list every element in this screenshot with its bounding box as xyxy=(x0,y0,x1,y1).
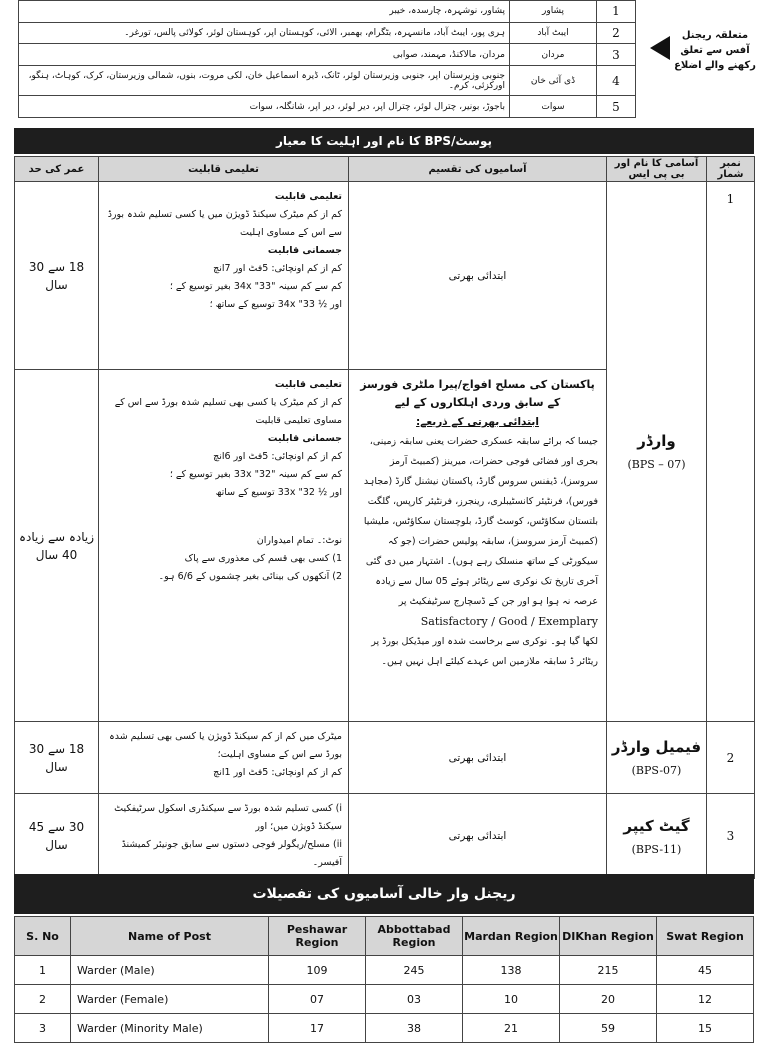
phys-line: اور ½ 34x "33 توسیع کے ساتھ ؛ xyxy=(209,299,342,310)
region-districts: پشاور، نوشہرہ، چارسدہ، خیبر xyxy=(19,1,510,23)
posts-table xyxy=(14,156,754,868)
dist-text: لکھا گیا ہو۔ نوکری سے برخاست شدہ اور میڈیکل بورڈ پر ریٹائر ڈ سابقہ ملازمین اس عہدے کیلئے اہل نہیں ہیں۔ xyxy=(371,636,598,667)
dist-heading: پاکستان کی مسلح افواج/پیرا ملٹری فورسز کے سابق وردی اہلکاروں کے لیے xyxy=(360,378,595,409)
phys-line: کم سے کم سینہ "34x "33 بغیر توسیع کے ؛ xyxy=(169,281,342,292)
vacancy-cell-mardan: 138 xyxy=(463,956,560,985)
table-row xyxy=(15,956,754,985)
serial-no: 1 xyxy=(707,182,755,722)
region-no: 2 xyxy=(597,22,636,44)
vacancies-banner: ریجنل وار خالی آسامیوں کی تفصیلات xyxy=(14,874,754,914)
vacancy-cell-peshawar: 17 xyxy=(269,1014,366,1043)
table-row xyxy=(15,722,755,794)
vacancy-cell-post: Warder (Minority Male) xyxy=(71,1014,269,1043)
post-bps: (BPS-11) xyxy=(631,842,682,856)
phys-line: کم از کم اونچائی: 5فٹ اور 7انچ xyxy=(213,263,342,274)
left-arrow-icon xyxy=(650,36,670,60)
vacancy-cell-dikhan: 20 xyxy=(560,985,657,1014)
qualification-cell xyxy=(99,794,349,879)
vacancy-cell-dikhan: 215 xyxy=(560,956,657,985)
vacancy-cell-peshawar: 109 xyxy=(269,956,366,985)
qualification-cell xyxy=(99,722,349,794)
age-cell: زیادہ سے زیادہ 40 سال xyxy=(15,370,99,722)
vacancy-cell-post: Warder (Female) xyxy=(71,985,269,1014)
header-age: عمر کی حد xyxy=(15,157,99,182)
edu-text: کم از کم میٹرک یا کسی بھی تسلیم شدہ بورڈ سے اس کے مساوی تعلیمی قابلیت xyxy=(114,397,342,426)
table-row xyxy=(19,1,636,23)
vacancy-cell-sno: 2 xyxy=(15,985,71,1014)
vacancy-cell-abbottabad: 38 xyxy=(366,1014,463,1043)
post-name: گیٹ کیپر xyxy=(623,816,690,835)
header-distribution: آسامیوں کی تقسیم xyxy=(349,157,607,182)
distribution-cell: ابتدائی بھرتی xyxy=(349,722,607,794)
vacancies-header-cell: Name of Post xyxy=(71,917,269,956)
distribution-cell: ابتدائی بھرتی xyxy=(349,182,607,370)
phys-line: اور ½ 33x "32 توسیع کے ساتھ xyxy=(215,487,342,498)
table-row xyxy=(19,44,636,66)
note-line: نوٹ:۔ تمام امیدواران xyxy=(256,535,342,546)
regions-table xyxy=(18,0,636,118)
vacancy-cell-sno: 1 xyxy=(15,956,71,985)
edu-heading: تعلیمی قابلیت xyxy=(274,191,342,202)
age-cell: 30 سے 45 سال xyxy=(15,794,99,879)
region-name: ڈی آئی خان xyxy=(510,65,597,95)
post-name: وارڈر xyxy=(637,432,676,450)
qualification-cell xyxy=(99,182,349,370)
region-districts: جنوبی وزیرستان اپر، جنوبی وزیرستان لوئر، ٹانک، ڈیرہ اسماعیل خان، لکی مروت، بنوں، شمالی وزیرستان، کرک، کوہاٹ، ہنگو، اورکزئی، کرم۔ xyxy=(19,65,510,95)
vacancy-cell-dikhan: 59 xyxy=(560,1014,657,1043)
posts-header-row xyxy=(15,157,755,182)
table-row xyxy=(15,794,755,879)
vacancy-cell-mardan: 10 xyxy=(463,985,560,1014)
header-no: نمبر شمار xyxy=(707,157,755,182)
edu-heading: تعلیمی قابلیت xyxy=(274,379,342,390)
edu-text: میٹرک میں کم از کم سیکنڈ ڈویژن یا کسی بھی تسلیم شدہ بورڈ سے اس کے مساوی اہلیت؛ xyxy=(109,731,342,760)
header-qualification: تعلیمی قابلیت xyxy=(99,157,349,182)
vacancy-cell-swat: 45 xyxy=(657,956,754,985)
qualification-cell xyxy=(99,370,349,722)
region-name: سوات xyxy=(510,96,597,118)
post-cell xyxy=(607,182,707,722)
region-name: مردان xyxy=(510,44,597,66)
distribution-cell: ابتدائی بھرتی xyxy=(349,794,607,879)
table-row xyxy=(19,22,636,44)
region-districts: باجوڑ، بونیر، چترال لوئر، چترال اپر، دیر لوئر، دیر اپر، شانگلہ، سوات xyxy=(19,96,510,118)
serial-no: 2 xyxy=(707,722,755,794)
table-row xyxy=(15,1014,754,1043)
post-bps: (BPS – 07) xyxy=(627,458,686,471)
phys-line: کم از کم اونچائی: 5فٹ اور 6انچ xyxy=(213,451,342,462)
edu-text: ii) مسلح/ریگولر فوجی دستوں سے سابق جونیئر کمیشنڈ آفیسر۔ xyxy=(121,839,342,868)
vacancies-header-cell: Abbottabad Region xyxy=(366,917,463,956)
side-note-text: متعلقہ ریجنل آفس سے تعلق رکھنے والے اضلاع xyxy=(674,30,756,71)
table-row xyxy=(19,96,636,118)
vacancy-cell-swat: 12 xyxy=(657,985,754,1014)
regions-side-note xyxy=(650,28,760,88)
edu-text: i) کسی تسلیم شدہ بورڈ سے سیکنڈری اسکول سرٹیفکیٹ سیکنڈ ڈویژن میں؛ اور xyxy=(114,803,342,832)
region-name: ایبٹ آباد xyxy=(510,22,597,44)
vacancy-cell-abbottabad: 03 xyxy=(366,985,463,1014)
table-row xyxy=(15,985,754,1014)
phys-line: کم سے کم سینہ "33x "32 بغیر توسیع کے ؛ xyxy=(169,469,342,480)
vacancy-cell-swat: 15 xyxy=(657,1014,754,1043)
vacancies-header-cell: Swat Region xyxy=(657,917,754,956)
vacancies-header-row xyxy=(15,917,754,956)
header-post: آسامی کا نام اور بی پی ایس xyxy=(607,157,707,182)
region-no: 1 xyxy=(597,1,636,23)
vacancies-header-cell: S. No xyxy=(15,917,71,956)
distribution-cell xyxy=(349,370,607,722)
age-cell: 18 سے 30 سال xyxy=(15,722,99,794)
region-districts: ہری پور، ایبٹ آباد، مانسہرہ، بٹگرام، بھمبر، الائی، کوہستان اپر، کوہستان لوئر، کولائی پالس، تورغر۔ xyxy=(19,22,510,44)
note-line: 1) کسی بھی قسم کی معذوری سے پاک xyxy=(184,553,342,564)
vacancy-cell-post: Warder (Male) xyxy=(71,956,269,985)
region-no: 5 xyxy=(597,96,636,118)
table-row xyxy=(15,182,755,370)
vacancies-header-cell: Peshawar Region xyxy=(269,917,366,956)
vacancies-header-cell: Mardan Region xyxy=(463,917,560,956)
phys-heading: جسمانی قابلیت xyxy=(267,433,342,444)
dist-text: جیسا کہ برائے سابقہ عسکری حضرات یعنی سابقہ زمینی، بحری اور فضائی فوجی حضرات، میرینز (کمبیٹ آرمز سروسز)، ڈیفنس سروس گارڈ، پاکستان نیشنل گارڈ (مجاہد فورس)، فرنٹیئر کانسٹیبلری، رینجرز، فرنٹیئر کارپس، گلگت بلتستان سکاؤٹس، کوسٹ گارڈ، بلوچستان سکاؤٹس، ملیشیا (کمبیٹ آرمز سروسز)، سابقہ پولیس حضرات (جو کہ سیکورٹی کے ساتھ منسلک رہے ہوں)۔ اشتہار میں دی گئی آخری تاریخ تک نوکری سے ریٹائر ہوئے 05 سال سے زیادہ عرصہ نہ ہوا ہو اور جن کے ڈسچارج سرٹیفکیٹ پر xyxy=(363,436,598,607)
vacancies-table xyxy=(14,916,754,1035)
age-cell: 18 سے 30 سال xyxy=(15,182,99,370)
phys-line: کم از کم اونچائی: 5فٹ اور 1انچ xyxy=(213,767,342,778)
dist-subheading: ابتدائی بھرتی کے ذریعے: xyxy=(416,416,539,428)
region-name: پشاور xyxy=(510,1,597,23)
vacancy-cell-mardan: 21 xyxy=(463,1014,560,1043)
post-cell xyxy=(607,722,707,794)
region-no: 4 xyxy=(597,65,636,95)
vacancies-header-cell: DIKhan Region xyxy=(560,917,657,956)
post-bps: (BPS-07) xyxy=(631,764,682,777)
vacancy-cell-abbottabad: 245 xyxy=(366,956,463,985)
table-row xyxy=(19,65,636,95)
serial-no: 3 xyxy=(707,794,755,879)
phys-heading: جسمانی قابلیت xyxy=(267,245,342,256)
posts-banner: پوسٹ/BPS کا نام اور اہلیت کا معیار xyxy=(14,128,754,154)
post-cell xyxy=(607,794,707,879)
edu-text: کم از کم میٹرک سیکنڈ ڈویژن میں یا کسی تسلیم شدہ بورڈ سے اس کے مساوی اہلیت xyxy=(107,209,342,238)
dist-english: Satisfactory / Good / Exemplary xyxy=(420,615,598,628)
vacancy-cell-sno: 3 xyxy=(15,1014,71,1043)
vacancy-cell-peshawar: 07 xyxy=(269,985,366,1014)
note-line: 2) آنکھوں کی بینائی بغیر چشموں کے 6/6 ہو۔ xyxy=(158,571,342,582)
region-districts: مردان، مالاکنڈ، مہمند، صوابی xyxy=(19,44,510,66)
post-name: فیمیل وارڈر xyxy=(611,738,702,756)
region-no: 3 xyxy=(597,44,636,66)
